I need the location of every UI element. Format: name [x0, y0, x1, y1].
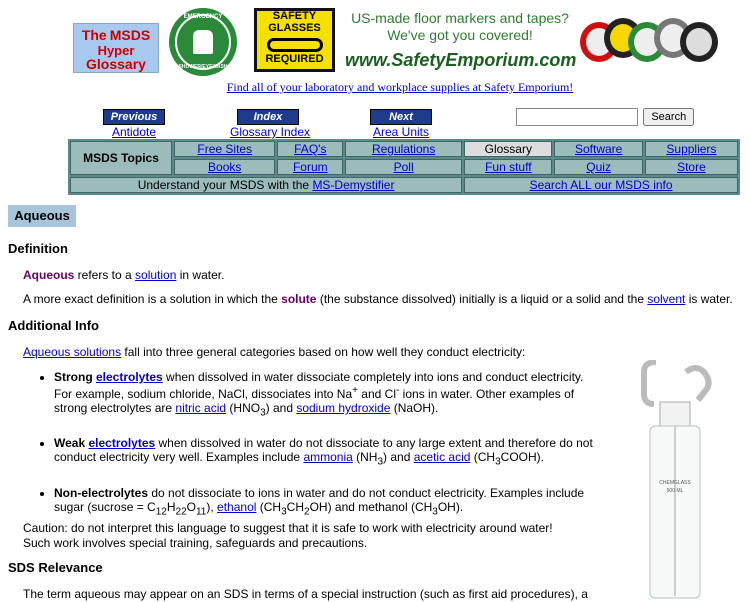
aqueous-solutions-link[interactable]: Aqueous solutions	[23, 345, 122, 359]
gas-washing-bottle-image	[636, 360, 716, 600]
index-link[interactable]: Glossary Index	[230, 125, 311, 139]
search-form	[516, 108, 694, 126]
definition-paragraph-1	[23, 268, 224, 283]
additional-info-heading: Additional Info	[8, 318, 99, 333]
non-text5: OH) and methanol (CH	[309, 499, 433, 514]
list-item-weak	[54, 436, 594, 469]
badge-top-text: EMERGENCY	[183, 14, 223, 20]
topic-store[interactable]	[645, 159, 738, 175]
flask-left-tube	[644, 362, 656, 404]
msds-topics-table	[68, 139, 740, 195]
emergency-shower-badge[interactable]	[169, 8, 237, 76]
ad-text[interactable]	[345, 10, 575, 71]
non-text6: OH).	[437, 499, 464, 514]
topic-forum[interactable]	[277, 159, 343, 175]
term-solute: solute	[281, 292, 317, 306]
non-h: H	[166, 499, 176, 514]
solution-link[interactable]: solution	[135, 268, 177, 282]
logo-msds: MSDS	[109, 27, 151, 43]
strong-text1: when dissolved in water dissociate completely into ions and conduct electricity. For example, sodium chloride, NaCl, dissociates into Na	[54, 370, 584, 401]
tape-black-icon	[680, 22, 718, 62]
understand-text: Understand your MSDS with the	[137, 178, 313, 192]
weak-text4: (CH	[470, 450, 496, 465]
understand-msds-cell	[70, 177, 462, 193]
banner	[70, 8, 740, 76]
electrolytes-link-strong[interactable]: electrolytes	[96, 370, 163, 384]
sodium-hydroxide-link[interactable]: sodium hydroxide	[296, 401, 391, 415]
flask-brand-label: CHEMGLASS	[659, 480, 691, 486]
weak-label: Weak	[54, 436, 89, 451]
index-button[interactable]: Index	[237, 109, 299, 125]
definition-paragraph-2	[23, 292, 743, 307]
search-all-link[interactable]: Search ALL our MSDS info	[529, 178, 673, 192]
non-text1: do not dissociate to ions in water and do not conduct electricity. Examples include sugar (sucrose = C	[54, 485, 585, 514]
definition-heading: Definition	[8, 241, 68, 256]
non-s4: 3	[281, 506, 287, 518]
page-title: Aqueous	[8, 205, 76, 227]
intro-paragraph	[23, 345, 525, 360]
next-link[interactable]: Area Units	[372, 125, 430, 139]
topic-fun-stuff[interactable]	[464, 159, 552, 175]
topic-quiz[interactable]	[554, 159, 642, 175]
logo-the: The	[81, 27, 107, 43]
topic-store-link[interactable]: Store	[677, 160, 706, 174]
strong-sub1: 3	[260, 407, 266, 419]
def2-b: (the substance dissolved) initially is a liquid or a solid and the	[316, 292, 648, 306]
topic-suppliers[interactable]	[645, 141, 738, 157]
badge-bottom-text: SHOWER/EYEWASH	[178, 64, 228, 70]
find-all-bar	[0, 80, 750, 95]
msds-topics-header: MSDS Topics	[70, 141, 172, 175]
weak-text1: when dissolved in water do not dissociate to any large extent and therefore do not conduct electricity very well. Examples include	[54, 436, 593, 465]
topic-faqs-link[interactable]: FAQ's	[294, 142, 327, 156]
sds-relevance-paragraph: The term aqueous may appear on an SDS in terms of a special instruction (such as first aid procedures), a	[23, 587, 588, 601]
acetic-acid-link[interactable]: acetic acid	[413, 450, 471, 465]
list-item-strong	[54, 370, 594, 420]
find-all-link[interactable]: Find all of your laboratory and workplace supplies at Safety Emporium!	[226, 80, 574, 94]
electrolyte-types-list	[32, 370, 594, 535]
caution-paragraph: Caution: do not interpret this language to suggest that it is safe to work with electricity around water! Such work involves special training, safeguards and precautions.	[23, 521, 553, 550]
solvent-link[interactable]: solvent	[647, 292, 686, 306]
shower-person-icon	[193, 30, 213, 54]
logo-glossary: Glossary	[86, 56, 146, 73]
non-s5: 2	[304, 506, 310, 518]
topic-forum-link[interactable]: Forum	[292, 160, 328, 174]
weak-sub2: 3	[495, 456, 501, 468]
logo-hyper: Hyper	[97, 42, 135, 58]
weak-sub1: 3	[377, 456, 384, 468]
non-s1: 12	[155, 506, 167, 518]
non-text4: CH	[286, 499, 304, 514]
flask-stopper	[660, 402, 690, 426]
topic-regulations-link[interactable]: Regulations	[371, 142, 436, 156]
non-text2: ),	[206, 499, 218, 514]
strong-sup2: -	[396, 385, 400, 396]
strong-label: Strong	[54, 370, 96, 384]
flask-right-tube	[686, 368, 709, 400]
def1-end: in water.	[176, 268, 225, 282]
list-item-non	[54, 486, 594, 519]
term-aqueous: Aqueous	[23, 268, 75, 282]
glasses-icon	[267, 38, 323, 52]
strong-text6: (NaOH).	[390, 401, 439, 415]
ammonia-link[interactable]: ammonia	[303, 450, 353, 465]
sds-relevance-heading: SDS Relevance	[8, 560, 103, 575]
strong-text4: (HNO	[226, 401, 261, 415]
non-label: Non-electrolytes	[54, 485, 149, 500]
search-all-cell[interactable]	[464, 177, 738, 193]
weak-text5: COOH).	[500, 450, 544, 465]
weak-text2: (NH	[352, 450, 378, 465]
next-button[interactable]: Next	[370, 109, 432, 125]
non-s3: 11	[195, 506, 207, 518]
topic-poll[interactable]	[345, 159, 462, 175]
flask-volume-label: 500 ML	[666, 488, 684, 494]
non-text3: (CH	[256, 499, 282, 514]
previous-button[interactable]: Previous	[103, 109, 165, 125]
electrolytes-link-weak[interactable]: electrolytes	[88, 436, 156, 451]
strong-text3: ions in water. Other examples of strong electrolytes are	[54, 387, 575, 415]
ad-url: www.SafetyEmporium.com	[345, 50, 577, 70]
safety-glasses-sign[interactable]	[254, 8, 335, 72]
def1-mid: refers to a	[74, 268, 136, 282]
nitric-acid-link[interactable]: nitric acid	[175, 401, 227, 415]
intro-text: fall into three general categories based on how well they conduct electricity:	[121, 345, 526, 359]
topic-books[interactable]	[174, 159, 275, 175]
topic-glossary: Glossary	[464, 141, 552, 157]
topic-software[interactable]	[554, 141, 642, 157]
non-s2: 22	[175, 506, 187, 518]
search-button[interactable]: Search	[643, 108, 694, 126]
topic-software-link[interactable]: Software	[574, 142, 623, 156]
topic-quiz-link[interactable]: Quiz	[586, 160, 611, 174]
strong-sup1: +	[352, 385, 358, 396]
previous-link[interactable]: Antidote	[111, 125, 157, 139]
msds-hyper-glossary-logo[interactable]	[73, 23, 159, 73]
weak-text3: ) and	[383, 450, 414, 465]
strong-text5: ) and	[265, 401, 297, 415]
topic-free-sites-link[interactable]: Free Sites	[197, 142, 253, 156]
nav-next[interactable]	[370, 109, 432, 139]
floor-tapes-image[interactable]	[580, 12, 730, 74]
ethanol-link[interactable]: ethanol	[217, 499, 257, 514]
search-input[interactable]	[516, 108, 638, 126]
ms-demystifier-link[interactable]: MS-Demystifier	[312, 178, 395, 192]
topic-free-sites[interactable]	[174, 141, 275, 157]
non-o: O	[186, 499, 196, 514]
non-s6: 3	[432, 506, 438, 518]
topic-faqs[interactable]	[277, 141, 343, 157]
ad-line2: We've got you covered!	[387, 27, 533, 43]
def2-a: A more exact definition is a solution in which the	[23, 292, 282, 306]
ad-line1: US-made floor markers and tapes?	[351, 10, 569, 26]
def2-c: is water.	[685, 292, 733, 306]
topic-suppliers-link[interactable]: Suppliers	[666, 142, 717, 156]
topic-poll-link[interactable]: Poll	[393, 160, 414, 174]
safety-sign-line2: REQUIRED	[265, 53, 324, 66]
topic-fun-stuff-link[interactable]: Fun stuff	[485, 160, 532, 174]
topic-books-link[interactable]: Books	[208, 160, 242, 174]
topic-regulations[interactable]	[345, 141, 462, 157]
strong-text2: and Cl	[357, 387, 396, 401]
safety-sign-line1: SAFETY GLASSES	[268, 10, 321, 34]
nav-index[interactable]	[230, 109, 311, 139]
nav-previous[interactable]	[103, 109, 165, 139]
